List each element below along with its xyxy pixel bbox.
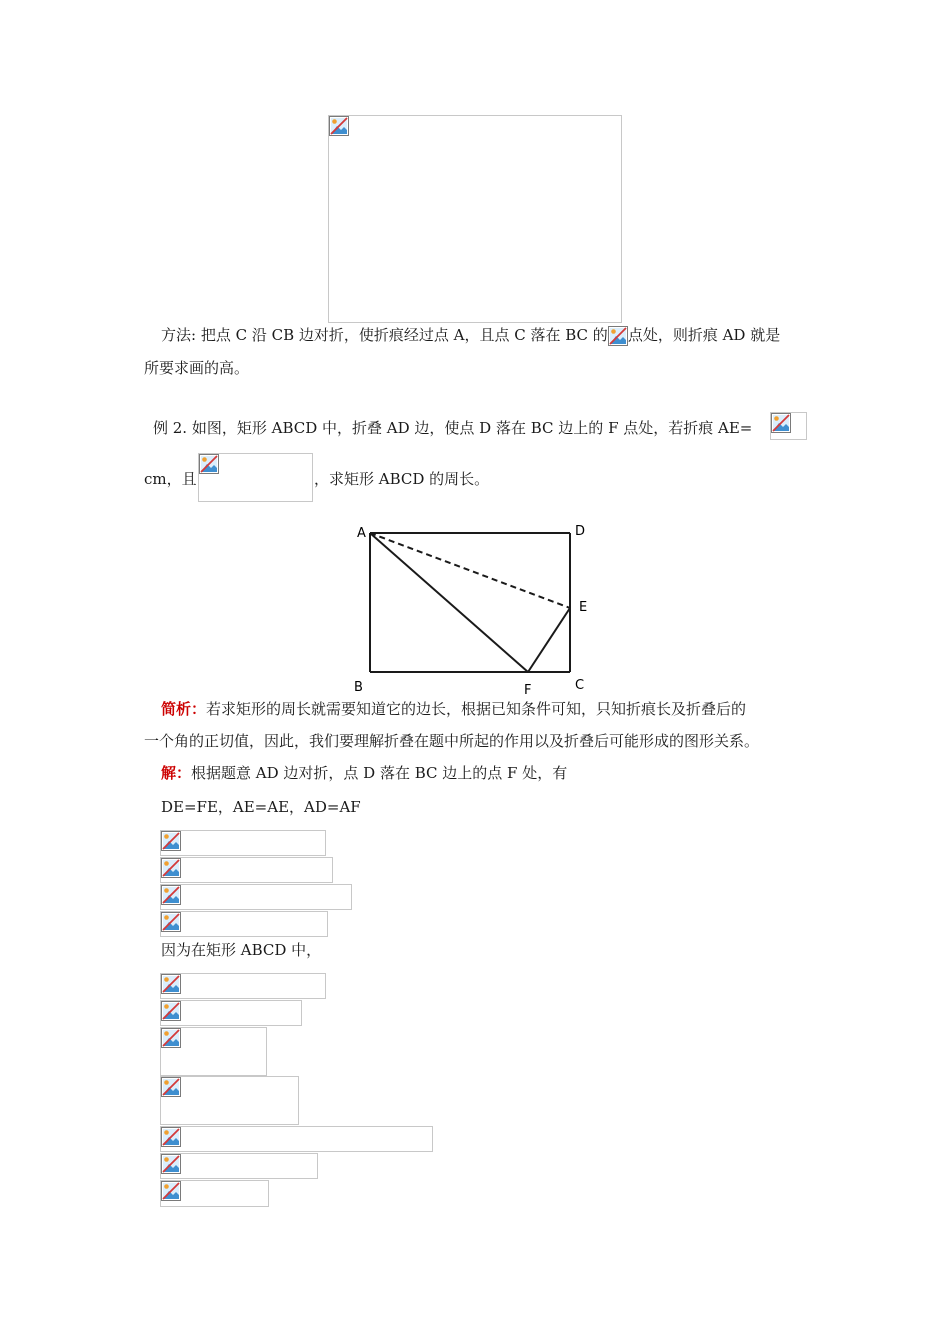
- analysis-label: 简析：: [161, 700, 207, 718]
- broken-image-icon: [161, 831, 181, 851]
- broken-image-icon: [199, 454, 219, 474]
- image-placeholder-top: [328, 115, 622, 323]
- example-line-2b: ，求矩形 ABCD 的周长。: [314, 470, 490, 488]
- method-line-2: 所要求画的高。: [144, 359, 250, 377]
- fold-line-ae: [370, 533, 570, 608]
- broken-image-icon: [329, 116, 349, 136]
- broken-image-icon: [771, 413, 791, 433]
- broken-image-icon: [161, 1001, 181, 1021]
- solution-line-1: [161, 763, 567, 783]
- formula-placeholder-8: [160, 1076, 299, 1125]
- formula-placeholder-4: [160, 911, 328, 937]
- formula-placeholder-10: [160, 1153, 318, 1179]
- broken-image-icon: [161, 1181, 181, 1201]
- method-line-1: [161, 325, 780, 346]
- label-f: F: [524, 683, 532, 698]
- formula-placeholder-7: [160, 1027, 267, 1076]
- formula-placeholder-3: [160, 884, 352, 910]
- example-line-2a: cm，且: [144, 470, 197, 488]
- solution-line-3: 因为在矩形 ABCD 中，: [161, 941, 322, 959]
- broken-image-icon: [161, 1077, 181, 1097]
- label-d: D: [575, 524, 586, 539]
- analysis-line-1: [161, 699, 746, 719]
- segment-af: [370, 533, 528, 672]
- label-b: B: [354, 680, 363, 695]
- broken-image-icon: [161, 974, 181, 994]
- broken-image-icon: [161, 1154, 181, 1174]
- broken-image-icon: [161, 858, 181, 878]
- formula-placeholder-6: [160, 1000, 302, 1026]
- analysis-text-1: 若求矩形的周长就需要知道它的边长，根据已知条件可知，只知折痕长及折叠后的: [206, 700, 747, 718]
- formula-placeholder-9: [160, 1126, 433, 1152]
- solution-label: 解：: [161, 764, 192, 782]
- broken-image-icon: [608, 326, 628, 346]
- label-a: A: [357, 526, 366, 541]
- segment-fe: [528, 608, 570, 672]
- method-text-a: 方法: 把点 C 沿 CB 边对折，使折痕经过点 A，且点 C 落在 BC 的: [161, 326, 608, 344]
- example-line-1: 例 2. 如图，矩形 ABCD 中，折叠 AD 边，使点 D 落在 BC 边上的 F 点处，若折痕 AE=: [153, 419, 753, 437]
- formula-placeholder-ae: [770, 412, 807, 440]
- label-e: E: [579, 600, 588, 615]
- broken-image-icon: [161, 1028, 181, 1048]
- label-c: C: [575, 678, 585, 693]
- broken-image-icon: [161, 885, 181, 905]
- formula-placeholder-11: [160, 1180, 269, 1207]
- broken-image-icon: [161, 1127, 181, 1147]
- formula-placeholder-1: [160, 830, 326, 856]
- rectangle-fold-figure: [350, 515, 600, 700]
- broken-image-icon: [161, 912, 181, 932]
- formula-placeholder-condition: [198, 453, 313, 502]
- formula-placeholder-2: [160, 857, 333, 883]
- formula-placeholder-5: [160, 973, 326, 999]
- solution-line-2: DE=FE，AE=AE，AD=AF: [161, 798, 361, 816]
- method-text-b: 点处，则折痕 AD 就是: [627, 326, 781, 344]
- analysis-line-2: 一个角的正切值，因此，我们要理解折叠在题中所起的作用以及折叠后可能形成的图形关系。: [144, 732, 760, 750]
- solution-text-1: 根据题意 AD 边对折，点 D 落在 BC 边上的点 F 处，有: [191, 764, 568, 782]
